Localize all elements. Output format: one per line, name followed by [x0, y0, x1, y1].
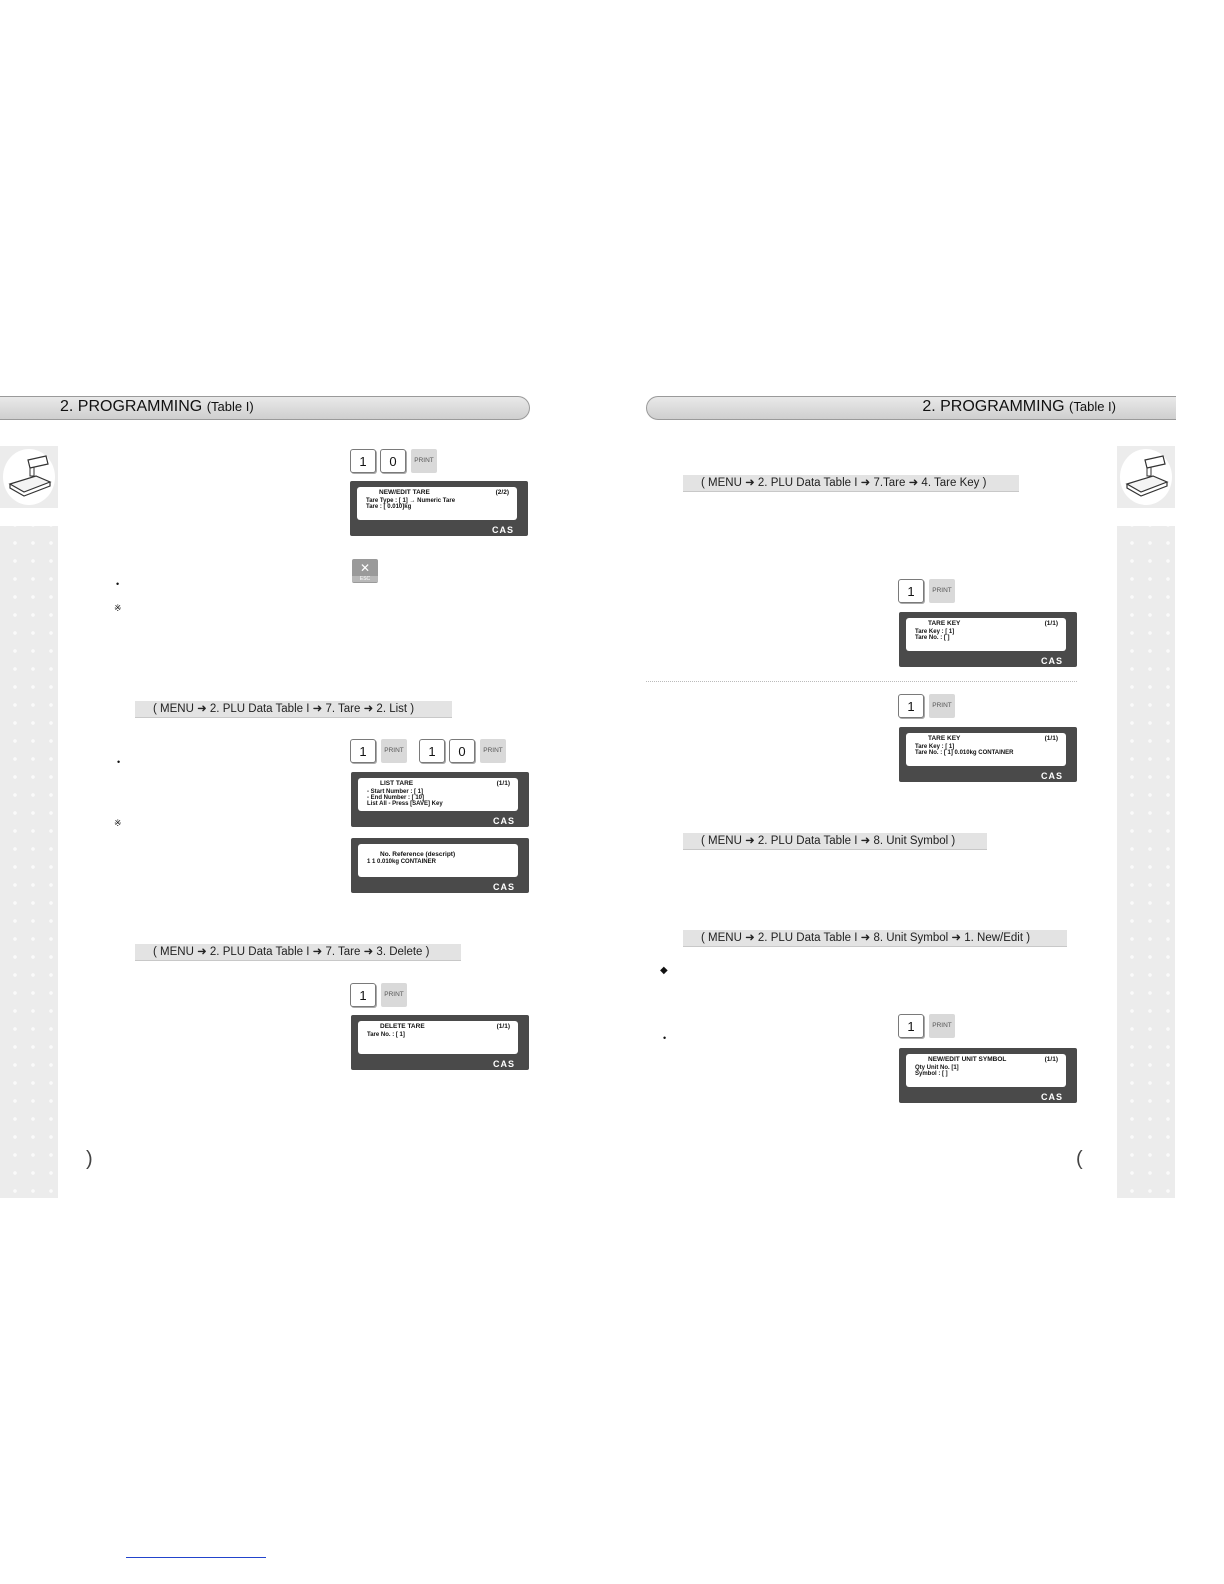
breadcrumb-unit-symbol: ( MENU ➜ 2. PLU Data Table I ➜ 8. Unit Symbol ) [683, 833, 987, 850]
lcd-title: NEW/EDIT UNIT SYMBOL [928, 1056, 1007, 1063]
lcd-line: - Start Number : [ 1] [367, 789, 424, 795]
header-subtitle-text: (Table I) [1069, 399, 1116, 414]
key-1[interactable]: 1 [898, 579, 924, 603]
lcd-delete-tare [351, 1015, 529, 1070]
cas-logo: CAS [491, 525, 514, 535]
breadcrumb-tare-key: ( MENU ➜ 2. PLU Data Table I ➜ 7.Tare ➜ 4. Tare Key ) [683, 475, 1019, 492]
print-key[interactable]: PRINT [929, 1014, 955, 1038]
page-number-mark-right: ( [1076, 1148, 1083, 1170]
lcd-window [357, 487, 517, 520]
lcd-title: DELETE TARE [380, 1023, 425, 1030]
page-header-right [646, 396, 1176, 420]
key-1[interactable]: 1 [350, 739, 376, 763]
note-mark: ※ [114, 818, 122, 828]
key-1[interactable]: 1 [350, 449, 376, 473]
lcd-page: (1/1) [496, 1023, 510, 1030]
key-1[interactable]: 1 [898, 1014, 924, 1038]
cas-logo: CAS [1040, 656, 1063, 666]
cas-logo: CAS [492, 816, 515, 826]
page-number-mark-left: ) [86, 1148, 93, 1170]
print-key[interactable]: PRINT [381, 983, 407, 1007]
lcd-window [906, 1054, 1066, 1087]
cas-logo: CAS [1040, 1092, 1063, 1102]
lcd-page: (1/1) [1044, 620, 1058, 627]
note-mark: ※ [114, 603, 122, 613]
lcd-page: (1/1) [1044, 735, 1058, 742]
scale-icon-box-left [0, 446, 58, 508]
lcd-line: Tare Key : [ 1] [915, 744, 955, 750]
dot-strip-left [0, 526, 58, 1198]
lcd-new-edit-unit-symbol [899, 1048, 1077, 1103]
lcd-line: Qty Unit No. [1] [915, 1065, 959, 1071]
lcd-title: LIST TARE [380, 780, 414, 787]
breadcrumb-tare-delete: ( MENU ➜ 2. PLU Data Table I ➜ 7. Tare ➜ 3. Delete ) [135, 944, 461, 961]
header-title-text: 2. PROGRAMMING [60, 398, 203, 415]
lcd-line: Tare : [ 0.010]kg [366, 504, 412, 510]
lcd-new-edit-tare [350, 481, 528, 536]
lcd-line: - End Number : [ 10] [367, 795, 425, 801]
dot-strip-right [1117, 526, 1175, 1198]
page-header-left [0, 396, 530, 420]
lcd-line: 1 1 0.010kg CONTAINER [367, 859, 436, 865]
header-title-text: 2. PROGRAMMING [922, 398, 1065, 415]
lcd-window [358, 1021, 518, 1054]
print-key[interactable]: PRINT [480, 739, 506, 763]
print-key[interactable]: PRINT [411, 449, 437, 473]
scale-icon [2, 448, 56, 506]
esc-key[interactable] [352, 559, 378, 583]
lcd-title: TARE KEY [928, 620, 961, 627]
print-key[interactable]: PRINT [381, 739, 407, 763]
lcd-line: List All - Press [SAVE] Key [367, 801, 443, 807]
key-1[interactable]: 1 [350, 983, 376, 1007]
breadcrumb-unit-new-edit: ( MENU ➜ 2. PLU Data Table I ➜ 8. Unit Symbol ➜ 1. New/Edit ) [683, 930, 1067, 947]
bullet-mark: • [117, 757, 121, 767]
lcd-page: (1/1) [496, 780, 510, 787]
page-title-left [60, 398, 254, 416]
lcd-title: No. Reference (descript) [380, 851, 456, 858]
lcd-line: Tare Type : [ 1] → Numeric Tare [366, 498, 456, 504]
key-0[interactable]: 0 [380, 449, 406, 473]
esc-label: ESC [352, 576, 378, 582]
lcd-title: NEW/EDIT TARE [379, 489, 430, 496]
lcd-list-result [351, 838, 529, 893]
footnote-separator [126, 1557, 266, 1558]
lcd-tare-key-empty [899, 612, 1077, 667]
key-1[interactable]: 1 [898, 694, 924, 718]
lcd-line: Tare Key : [ 1] [915, 629, 955, 635]
lcd-line: Tare No. : [ 1] 0.010kg CONTAINER [915, 750, 1014, 756]
page-title-right [922, 398, 1116, 416]
cas-logo: CAS [492, 1059, 515, 1069]
cas-logo: CAS [1040, 771, 1063, 781]
close-icon: ✕ [359, 561, 371, 575]
scale-icon [1119, 448, 1173, 506]
lcd-list-tare [351, 772, 529, 827]
breadcrumb-tare-list: ( MENU ➜ 2. PLU Data Table I ➜ 7. Tare ➜ 2. List ) [135, 701, 452, 718]
lcd-line: Symbol : [ ] [915, 1071, 948, 1077]
key-0[interactable]: 0 [449, 739, 475, 763]
print-key[interactable]: PRINT [929, 579, 955, 603]
cas-logo: CAS [492, 882, 515, 892]
header-subtitle-text: (Table I) [206, 399, 254, 414]
key-1[interactable]: 1 [419, 739, 445, 763]
diamond-mark: ◆ [660, 965, 668, 976]
lcd-window [906, 733, 1066, 766]
lcd-line: Tare No. : [ ] [915, 635, 950, 641]
lcd-window [906, 618, 1066, 651]
bullet-mark: • [663, 1033, 667, 1043]
lcd-line: Tare No. : [ 1] [367, 1032, 405, 1038]
lcd-page: (1/1) [1044, 1056, 1058, 1063]
bullet-mark: • [116, 579, 120, 589]
lcd-window [358, 844, 518, 877]
print-key[interactable]: PRINT [929, 694, 955, 718]
lcd-tare-key-filled [899, 727, 1077, 782]
lcd-window [358, 778, 518, 811]
section-divider [646, 681, 1077, 682]
scale-icon-box-right [1117, 446, 1175, 508]
lcd-page: (2/2) [495, 489, 509, 496]
lcd-title: TARE KEY [928, 735, 961, 742]
